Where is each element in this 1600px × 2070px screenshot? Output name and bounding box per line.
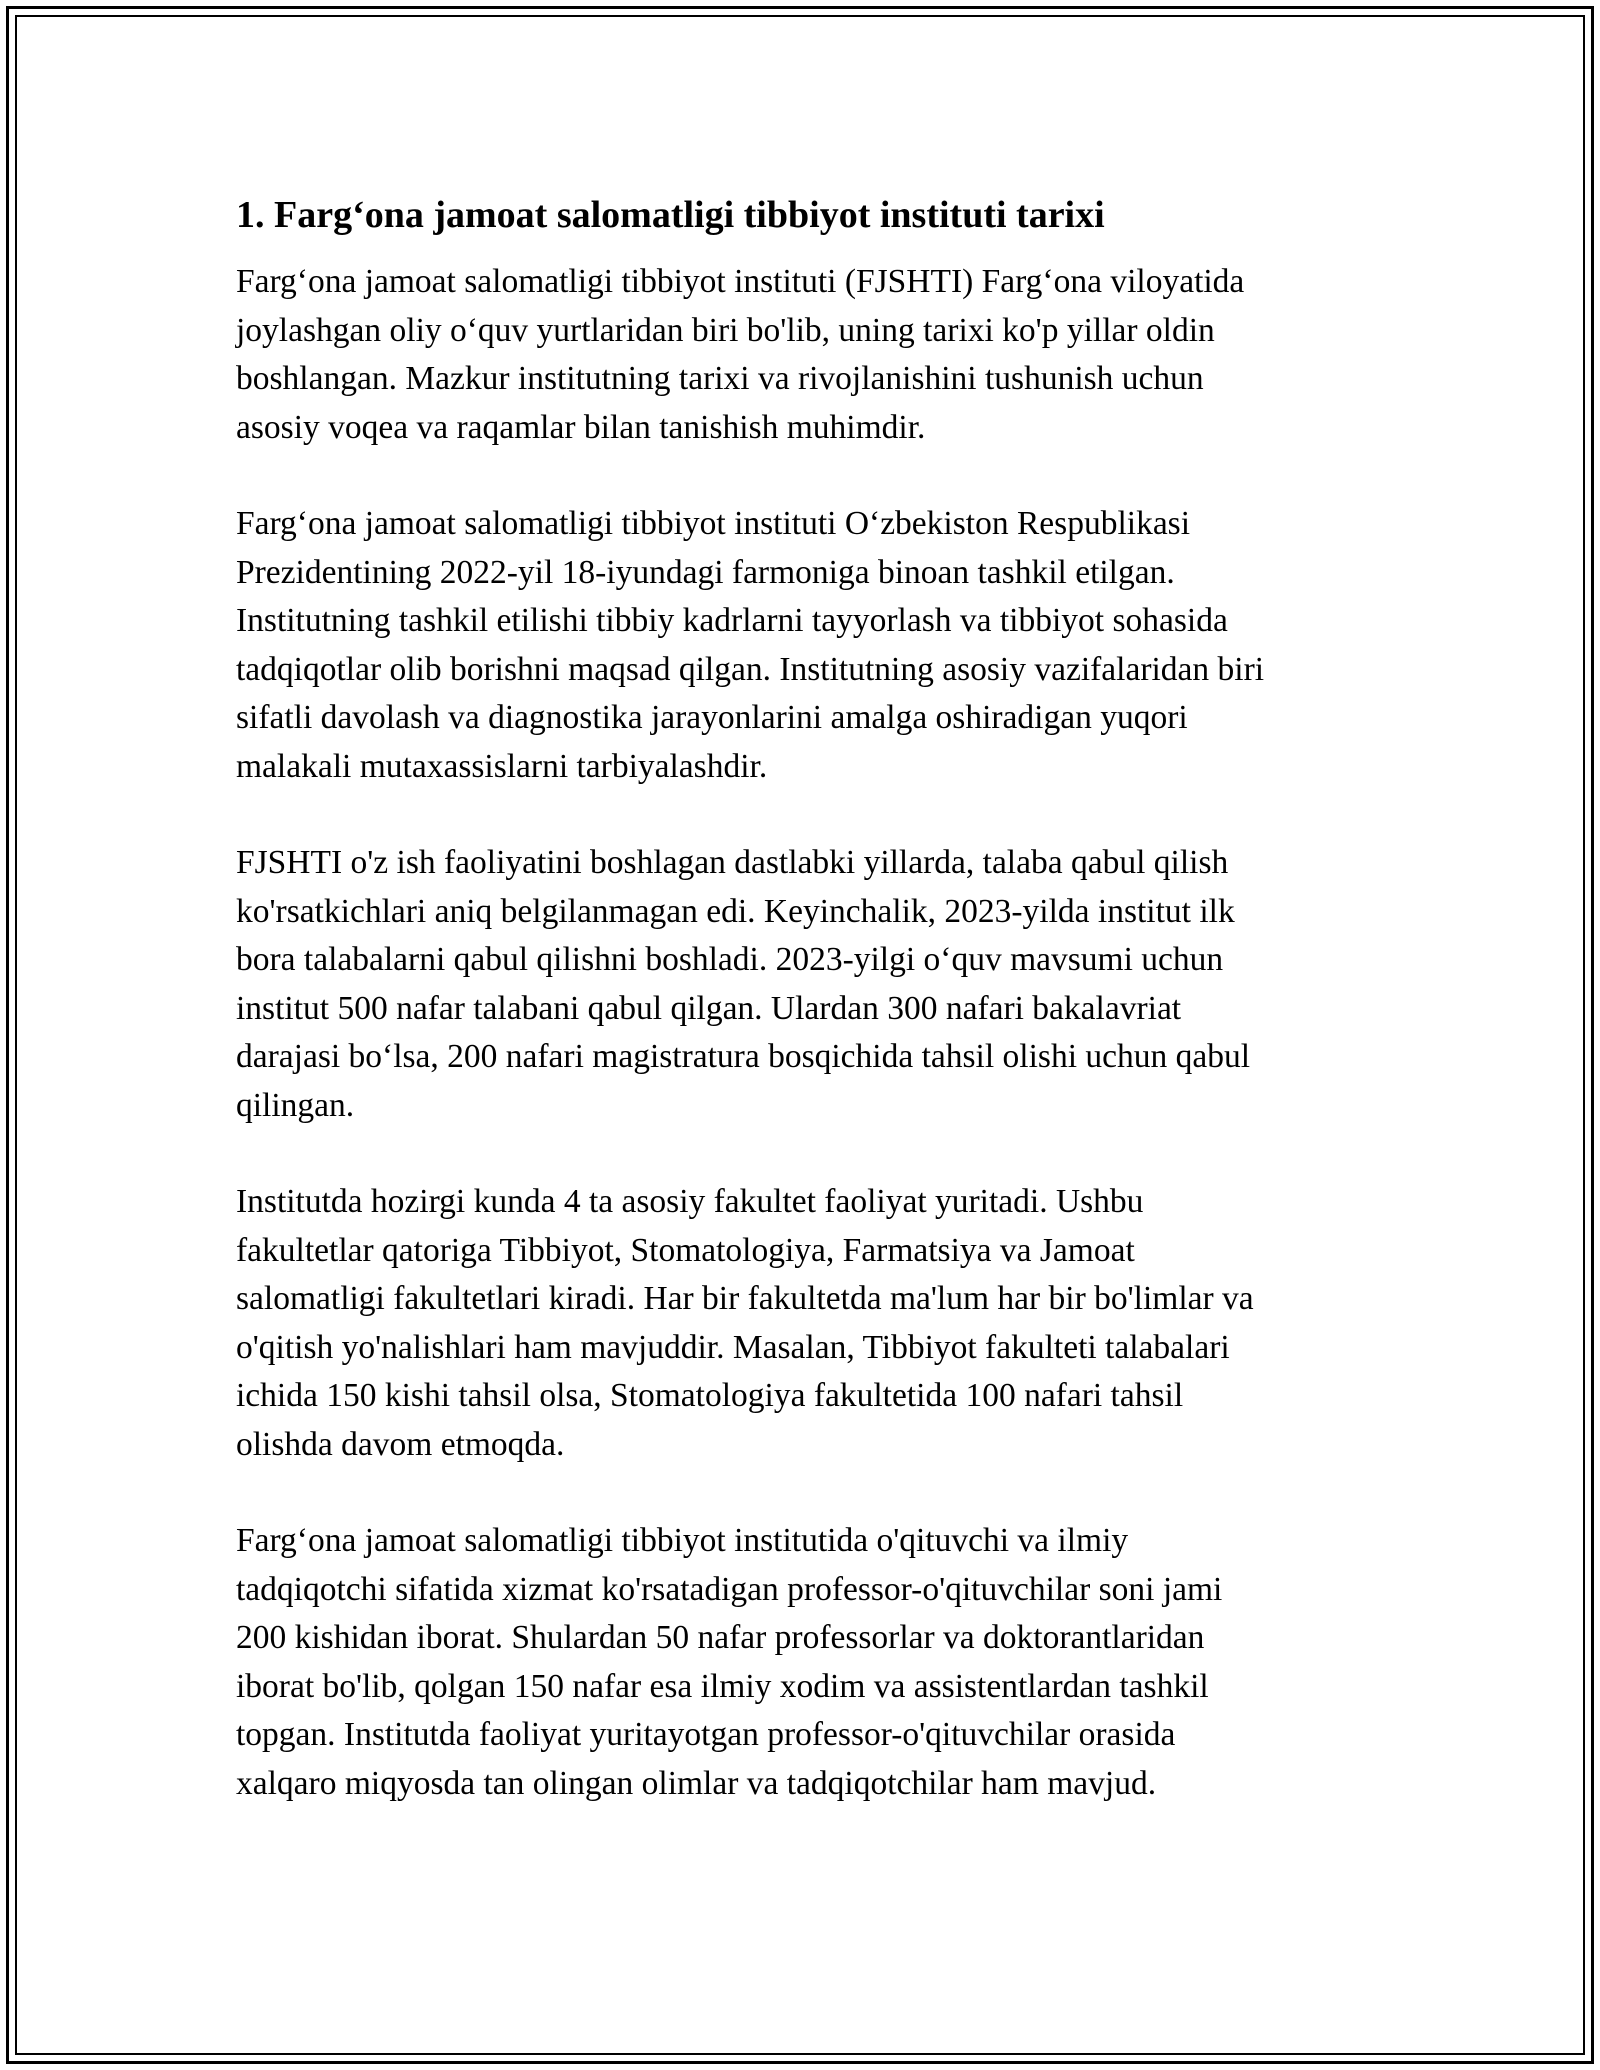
paragraph-faculties: Institutda hozirgi kunda 4 ta asosiy fakultet faoliyat yuritadi. Ushbu fakultetlar qatoriga Tibbiyot, Stomatologiya, Farmatsiya va Jamoat salomatligi fakultetlari kiradi. Har bir fakultetda ma'lum har bir bo'limlar va o'qitish yo'nalishlari ham mavjuddir. Masalan, Tibbiyot fakulteti talabalari ichida 150 kishi tahsil olsa, Stomatologiya fakultetida 100 nafari tahsil olishda davom etmoqda. bbox=[236, 1183, 1254, 1463]
paragraph-admissions: FJSHTI o'z ish faoliyatini boshlagan dastlabki yillarda, talaba qabul qilish ko'rsatkichlari aniq belgilanmagan edi. Keyinchalik, 2023-yilda institut ilk bora talabalarni qabul qilishni boshladi. 2023-yilgi o‘quv mavsumi uchun institut 500 nafar talabani qabul qilgan. Ulardan 300 nafari bakalavriat darajasi bo‘lsa, 200 nafari magistratura bosqichida tahsil olishi uchun qabul qilingan. bbox=[236, 844, 1251, 1124]
paragraph-intro: Farg‘ona jamoat salomatligi tibbiyot instituti (FJSHTI) Farg‘ona viloyatida joylashgan oliy o‘quv yurtlaridan biri bo'lib, uning tarixi ko'p yillar oldin boshlangan. Mazkur institutning tarixi va rivojlanishini tushunish uchun asosiy voqea va raqamlar bilan tanishish muhimdir. bbox=[236, 263, 1245, 446]
document-body bbox=[236, 186, 1376, 1856]
paragraph-staff: Farg‘ona jamoat salomatligi tibbiyot institutida o'qituvchi va ilmiy tadqiqotchi sifatida xizmat ko'rsatadigan professor-o'qituvchilar soni jami 200 kishidan iborat. Shulardan 50 nafar professorlar va doktorantlaridan iborat bo'lib, qolgan 150 nafar esa ilmiy xodim va assistentlardan tashkil topgan. Institutda faoliyat yuritayotgan professor-o'qituvchilar orasida xalqaro miqyosda tan olingan olimlar va tadqiqotchilar ham mavjud. bbox=[236, 1522, 1223, 1802]
paragraph-founding: Farg‘ona jamoat salomatligi tibbiyot instituti O‘zbekiston Respublikasi Prezidentining 2022-yil 18-iyundagi farmoniga binoan tashkil etilgan. Institutning tashkil etilishi tibbiy kadrlarni tayyorlash va tibbiyot sohasida tadqiqotlar olib borishni maqsad qilgan. Institutning asosiy vazifalaridan biri sifatli davolash va diagnostika jarayonlarini amalga oshiradigan yuqori malakali mutaxassislarni tarbiyalashdir. bbox=[236, 505, 1265, 785]
document-title: 1. Farg‘ona jamoat salomatligi tibbiyot instituti tarixi bbox=[236, 194, 1105, 236]
